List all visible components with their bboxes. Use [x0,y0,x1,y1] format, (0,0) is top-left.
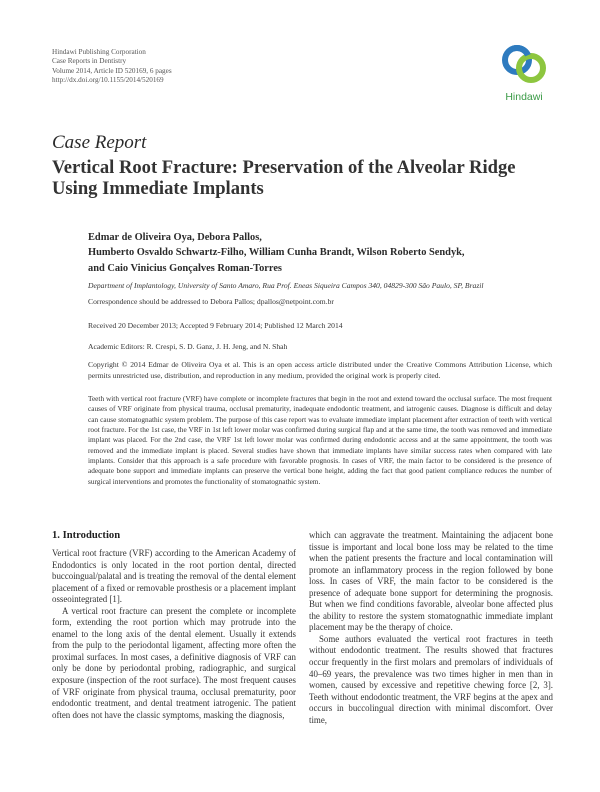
author-line: Edmar de Oliveira Oya, Debora Pallos, [88,232,262,243]
article-title: Vertical Root Fracture: Preservation of the Alveolar Ridge Using Immediate Implants [52,157,516,199]
journal-name: Case Reports in Dentistry [52,57,127,66]
author-line: Humberto Osvaldo Schwartz-Filho, William Cunha Brandt, Wilson Roberto Sendyk, [88,247,465,259]
paragraph: A vertical root fracture can present the complete or incomplete form, extending the root portion which may protrude into the enamel to the long axis of the dental element. Usually it extends from the pulp to the periodontal ligament, affecting more often the proximal surfaces. In most cases, a definitive diagnosis of VRF can only be done by periodontal probing, radiographic, and surgical exposure (inspection of the root surface). The most frequent causes of VRF originate from physical trauma, occlusal prematurity, poor endodontic treatment, and dental treatment iatrogenic. The patient often does not have the classic symptoms, masking the diagnosis, [52,605,296,720]
paragraph: which can aggravate the treatment. Maintaining the adjacent bone tissue is important and local bone loss may be related to the time when the patient presents the fracture and local contamination will promote an inflammatory process in the region followed by bone loss. In cases of VRF, the main factor to be considered is the presence of adequate bone support for determining the prognosis. But when we find conditions favorable, alveolar bone affected plus the ability to restore the system stomatognathic immediate implant placement may be the therapy of choice. [309,530,553,633]
volume-info: Volume 2014, Article ID 520169, 6 pages [52,66,172,75]
section-heading: 1. Introduction [52,530,121,541]
paragraph: Vertical root fracture (VRF) according to the American Academy of Endodontics is only located in the root portion dental, directed buccoingual/palatal and is treating the removal of the dental element placement of a fixed or removable prosthesis or a placement implant osseointegrated [1]. [52,548,296,605]
publisher-name: Hindawi Publishing Corporation [52,48,146,56]
logo-text: Hindawi [505,91,543,103]
body-column-right [309,530,553,726]
doi-link[interactable]: http://dx.doi.org/10.1155/2014/520169 [52,76,164,85]
abstract: Teeth with vertical root fracture (VRF) have complete or incomplete fractures that begin in the root and extend toward the occlusal surface. The most frequent causes of VRF originate from physical trauma, occlusal prematurity, inadequate endodontic treatment, and iatrogenic causes. Diagnose is difficult and delay can cause stomatognathic system problem. The purpose of this case report was to evaluate immediate implant placement after extraction of teeth with vertical root fracture. For the 1st case, the VRF in 1st left lower molar was confirmed during surgical flap and at the same time, the tooth was removed and immediate implant was placed. For the 2nd case, the VRF 1st left lower molar was confirmed during endodontic access and at the same appointment, the tooth was removed and the immediate implant is placed. Several studies have shown that immediate implants have similar success rates when compared with late implants. Consider that this approach is a safe procedure with favorable prognosis. In cases of VRF, the main factor to be considered is the presence of adequate bone support and immediate implants can preserve the vertical bone height, adding the fact that good patient compliance reduces the number of surgical interventions and promotes the functionality of stomatognathic system. [88,394,552,486]
author-list [88,230,558,276]
publication-info [52,48,172,86]
article-type: Case Report [52,132,147,153]
affiliation: Department of Implantology, University of Santo Amaro, Rua Prof. Eneas Siqueira Campos 340, 04829-300 São Paulo, SP, Brazil [88,281,484,290]
correspondence: Correspondence should be addressed to Debora Pallos; dpallos@netpoint.com.br [88,297,334,306]
hindawi-logo [496,38,552,104]
paragraph: Some authors evaluated the vertical root fractures in teeth without endodontic treatment. The results showed that fractures occur frequently in the first molars and premolars of individuals of 40–69 years, the prevalence was two times higher in men than in women, caused by excessive and repetitive chewing force [2, 3]. Teeth without endodontic treatment, the VRF begins at the apex and occurs in buccolingual direction with minimal discomfort. Over time, [309,633,553,725]
hindawi-logo-mark [496,38,552,90]
publication-dates: Received 20 December 2013; Accepted 9 February 2014; Published 12 March 2014 [88,321,343,330]
copyright-notice: Copyright © 2014 Edmar de Oliveira Oya et al. This is an open access article distributed under the Creative Commons Attribution License, which permits unrestricted use, distribution, and reproduction in any medium, provided the original work is properly cited. [88,360,552,380]
academic-editors: Academic Editors: R. Crespi, S. D. Ganz, J. H. Jeng, and N. Shah [88,342,288,351]
author-line: and Caio Vinicius Gonçalves Roman-Torres [88,262,282,274]
body-column-left [52,548,296,721]
